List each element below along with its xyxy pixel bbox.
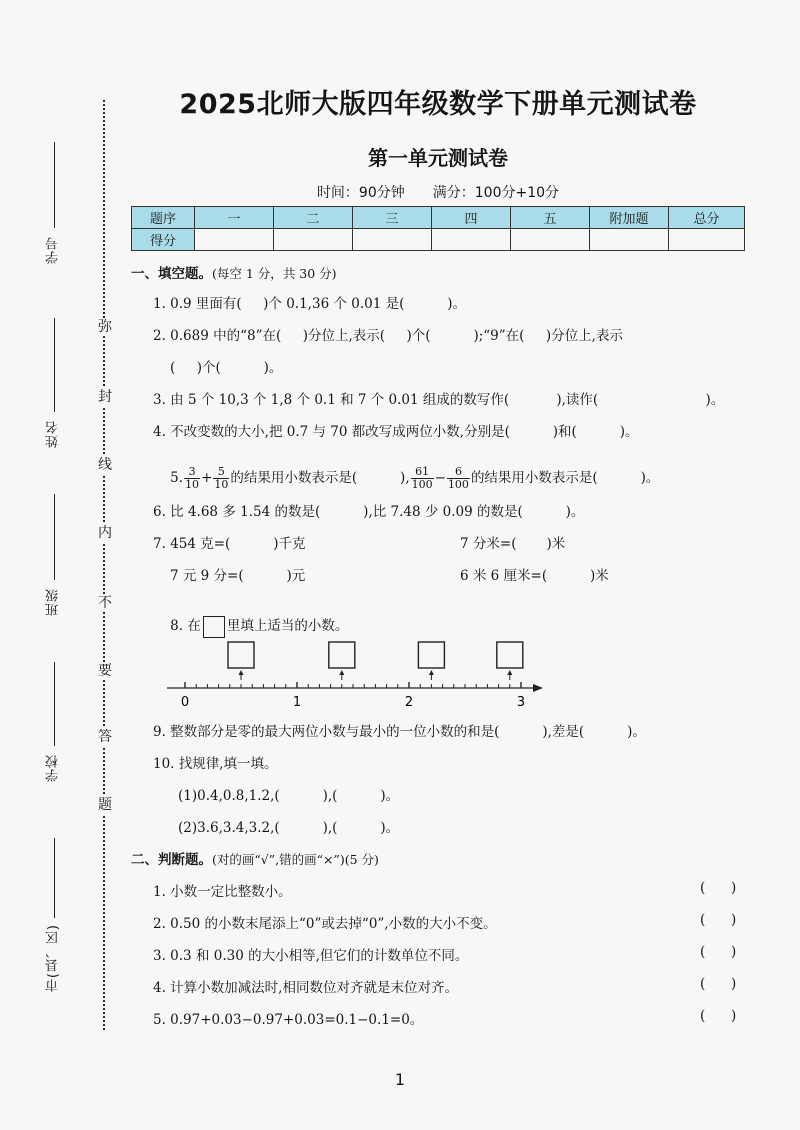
question-2-cont: ( )个( )。 (170, 360, 283, 376)
question-7d: 6 米 6 厘米=( )米 (460, 568, 609, 584)
answer-paren[interactable]: ( ) (700, 880, 737, 896)
fraction-denominator: 100 (447, 478, 469, 491)
fraction (213, 466, 229, 491)
number-line-answer-box[interactable] (497, 642, 523, 668)
question-7a: 7. 454 克=( )千克 (153, 536, 306, 552)
page-subtitle: 第一单元测试卷 (368, 146, 508, 170)
binding-margin (0, 0, 128, 1130)
section-note: (对的画“√”,错的画“×”)(5 分) (212, 852, 379, 867)
seal-char: 要 (98, 663, 112, 679)
table-header-cell: 五 (511, 207, 590, 229)
fraction (447, 466, 470, 491)
score-table (131, 206, 745, 251)
question-9: 9. 整数部分是零的最大两位小数与最小的一位小数的和是( ),差是( )。 (153, 724, 646, 740)
seal-char: 内 (98, 525, 112, 541)
operator: − (434, 470, 446, 486)
fraction-denominator: 10 (185, 478, 200, 491)
number-line-pointer-arrow-icon (239, 670, 244, 675)
score-cell[interactable] (353, 229, 432, 251)
section-title-text: 一、填空题。 (131, 266, 212, 282)
number-line (165, 636, 545, 712)
question-2: 2. 0.689 中的“8”在( )分位上,表示( )个( );“9”在( )分位上,表示 (153, 328, 623, 344)
class-line (54, 494, 55, 580)
seal-dotted-line (103, 100, 105, 1030)
score-table-header (132, 207, 745, 229)
fraction (411, 466, 434, 491)
score-cell[interactable] (511, 229, 590, 251)
school-line (54, 662, 55, 746)
fraction-numerator: 5 (213, 466, 229, 479)
question-3: 3. 由 5 个 10,3 个 1,8 个 0.1 和 7 个 0.01 组成的数写作( ),读作( )。 (153, 392, 725, 408)
section-title-text: 二、判断题。 (131, 852, 212, 868)
score-table-row (132, 229, 745, 251)
city-line (54, 838, 55, 918)
table-header-cell: 一 (195, 207, 274, 229)
section-judgement-title (131, 848, 379, 868)
fraction-denominator: 10 (214, 478, 229, 491)
number-line-pointer-arrow-icon (507, 670, 512, 675)
table-header-cell: 四 (432, 207, 511, 229)
question-5 (153, 450, 659, 507)
question-7c: 7 元 9 分=( )元 (170, 568, 306, 584)
number-line-label: 0 (180, 695, 190, 710)
question-10-2: (2)3.6,3.4,3.2,( ),( )。 (178, 820, 400, 836)
question-5-end: 的结果用小数表示是( )。 (470, 470, 660, 486)
question-6: 6. 比 4.68 多 1.54 的数是( ),比 7.48 少 0.09 的数是( )。 (153, 504, 585, 520)
judgement-item: 2. 0.50 的小数末尾添上“0”或去掉“0”,小数的大小不变。 (153, 916, 497, 932)
score-row-label: 得分 (132, 229, 195, 251)
fraction-numerator: 3 (184, 466, 200, 479)
page-number: 1 (394, 1070, 406, 1089)
student-id-label: 学号 (46, 236, 61, 264)
seal-char: 题 (98, 797, 112, 813)
answer-paren[interactable]: ( ) (700, 1008, 737, 1024)
question-10: 10. 找规律,填一填。 (153, 756, 278, 772)
exam-info (128, 182, 748, 202)
student-id-line (54, 142, 55, 228)
table-header-cell: 三 (353, 207, 432, 229)
question-10-1: (1)0.4,0.8,1.2,( ),( )。 (178, 788, 400, 804)
page-title: 2025北师大版四年级数学下册单元测试卷 (179, 89, 697, 120)
table-header-cell: 二 (274, 207, 353, 229)
judgement-item: 5. 0.97+0.03−0.97+0.03=0.1−0.1=0。 (153, 1012, 424, 1028)
table-header-cell: 附加题 (590, 207, 669, 229)
operator: + (201, 470, 213, 486)
seal-char: 答 (98, 729, 112, 745)
fraction-numerator: 6 (447, 466, 470, 479)
number-line-pointer-arrow-icon (429, 670, 434, 675)
seal-char: 弥 (98, 319, 112, 335)
question-7b: 7 分米=( )米 (460, 536, 566, 552)
section-fill-blank-title (131, 262, 337, 282)
question-8-pre: 8. 在 (170, 618, 201, 634)
judgement-item: 4. 计算小数加减法时,相同数位对齐就是末位对齐。 (153, 980, 458, 996)
fraction-numerator: 61 (411, 466, 434, 479)
number-line-answer-box[interactable] (228, 642, 254, 668)
fraction-denominator: 100 (411, 478, 433, 491)
score-cell[interactable] (669, 229, 745, 251)
number-line-arrow-icon (533, 684, 543, 692)
seal-char: 不 (98, 595, 112, 611)
class-label: 班级 (46, 588, 61, 616)
name-label: 姓名 (46, 420, 61, 448)
number-line-pointer-arrow-icon (339, 670, 344, 675)
number-line-answer-box[interactable] (418, 642, 444, 668)
question-5-number: 5. (170, 470, 184, 486)
table-header-cell: 题序 (132, 207, 195, 229)
seal-char: 封 (98, 389, 112, 405)
answer-box-icon (203, 616, 225, 638)
answer-paren[interactable]: ( ) (700, 944, 737, 960)
answer-paren[interactable]: ( ) (700, 976, 737, 992)
city-label: 市(县、区) (46, 924, 61, 993)
time-limit: 时间：90分钟 (316, 185, 405, 201)
number-line-label: 3 (516, 695, 526, 710)
number-line-answer-box[interactable] (329, 642, 355, 668)
question-1: 1. 0.9 里面有( )个 0.1,36 个 0.01 是( )。 (153, 296, 467, 312)
section-note: (每空 1 分，共 30 分) (212, 266, 337, 281)
judgement-item: 1. 小数一定比整数小。 (153, 884, 292, 900)
seal-char: 线 (98, 457, 112, 473)
full-score: 满分：100分+10分 (432, 185, 560, 201)
question-8-post: 里填上适当的小数。 (226, 618, 349, 634)
answer-paren[interactable]: ( ) (700, 912, 737, 928)
table-header-cell: 总分 (669, 207, 745, 229)
name-line (54, 318, 55, 412)
school-label: 学校 (46, 754, 61, 782)
score-cell[interactable] (274, 229, 353, 251)
number-line-label: 1 (292, 695, 302, 710)
question-5-mid: 的结果用小数表示是( ), (230, 470, 410, 486)
question-4: 4. 不改变数的大小,把 0.7 与 70 都改写成两位小数,分别是( )和( )。 (153, 424, 639, 440)
score-cell[interactable] (590, 229, 669, 251)
score-cell[interactable] (195, 229, 274, 251)
fraction (184, 466, 200, 491)
score-cell[interactable] (432, 229, 511, 251)
number-line-label: 2 (404, 695, 414, 710)
judgement-item: 3. 0.3 和 0.30 的大小相等,但它们的计数单位不同。 (153, 948, 469, 964)
